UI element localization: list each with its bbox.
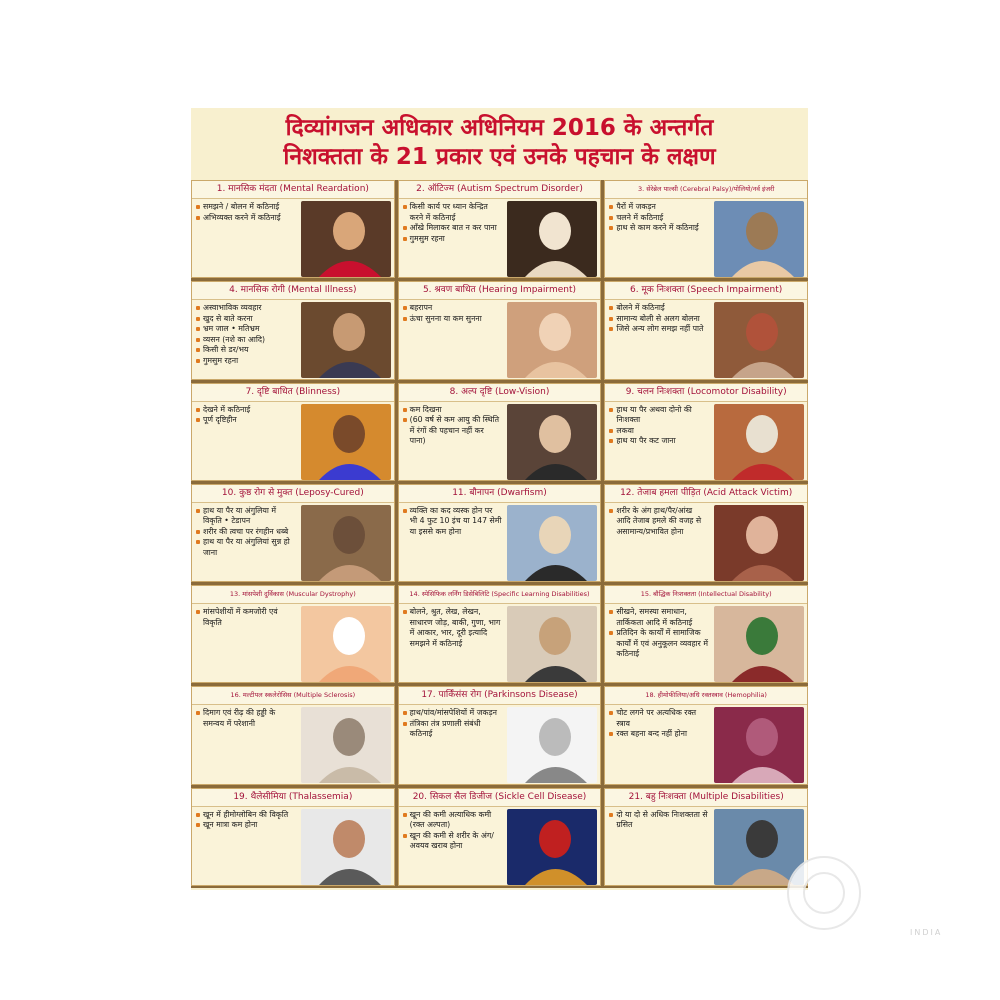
symptom-item: हाथ से काम करने में कठिनाई xyxy=(608,223,708,234)
symptom-item: खून मात्रा कम होना xyxy=(195,820,295,831)
symptom-item: अभिव्यक्त करने में कठिनाई xyxy=(195,213,295,224)
disability-card xyxy=(191,383,395,481)
card-photo xyxy=(507,404,597,480)
symptom-list xyxy=(402,506,502,538)
disability-card xyxy=(604,281,808,379)
symptom-item: किसी कार्य पर ध्यान केन्द्रित करने में कठिनाई xyxy=(402,202,502,223)
disability-card xyxy=(398,180,602,278)
symptom-list xyxy=(195,405,295,426)
disability-card xyxy=(398,686,602,784)
card-heading: 3. सेरेब्रेल पाल्सी (Cerebral Palsy)/पोलियो/नर्व इंजरी xyxy=(605,181,807,199)
card-photo xyxy=(507,707,597,783)
disability-card xyxy=(604,686,808,784)
card-photo xyxy=(301,201,391,277)
symptom-item: मांसपेशीयों में कमजोरी एवं विकृति xyxy=(195,607,295,628)
disability-card xyxy=(604,180,808,278)
olx-watermark xyxy=(782,848,972,948)
symptom-list xyxy=(195,202,295,223)
card-heading: 14. स्पेसिफिक लर्निंग डिसेबिलिटि (Specific Learning Disabilities) xyxy=(399,586,601,604)
symptom-list xyxy=(608,202,708,234)
symptom-item: (60 वर्ष से कम आयु की स्थिति में रंगों की पहचान नहीं कर पाना) xyxy=(402,415,502,447)
card-photo xyxy=(301,707,391,783)
card-photo xyxy=(301,302,391,378)
disability-card xyxy=(191,788,395,886)
card-heading: 20. सिकल सैल डिजीज (Sickle Cell Disease) xyxy=(399,789,601,807)
card-photo xyxy=(507,201,597,277)
card-heading: 7. दृष्टि बाधित (Blinness) xyxy=(192,384,394,402)
symptom-item: पूर्ण दृष्टिहीन xyxy=(195,415,295,426)
disability-card xyxy=(398,484,602,582)
symptom-list xyxy=(608,810,708,831)
symptom-item: शरीर के अंग हाथ/पैर/आंख आदि तेजाब हमले की वजह से असामान्य/प्रभावित होना xyxy=(608,506,708,538)
poster xyxy=(191,108,808,890)
card-heading: 4. मानसिक रोगी (Mental Illness) xyxy=(192,282,394,300)
symptom-item: गुमसुम रहना xyxy=(195,356,295,367)
symptom-item: सीखने, समस्या समाधान, तार्किकता आदि में कठिनाई xyxy=(608,607,708,628)
card-heading: 19. थैलेसीमिया (Thalassemia) xyxy=(192,789,394,807)
card-photo xyxy=(507,505,597,581)
symptom-list xyxy=(608,405,708,447)
symptom-item: खून की कमी से शरीर के अंग/अवयव खराब होना xyxy=(402,831,502,852)
symptom-item: खून में हीमोग्लोबिन की विकृति xyxy=(195,810,295,821)
card-heading: 13. मांसपेशी दुर्विकास (Muscular Dystrophy) xyxy=(192,586,394,604)
card-heading: 16. मल्टीपल स्कलेरोसिस (Multiple Sclerosis) xyxy=(192,687,394,705)
symptom-list xyxy=(608,607,708,660)
symptom-list xyxy=(402,405,502,447)
disability-card xyxy=(191,281,395,379)
symptom-item: व्यसन (नशे का आदि) xyxy=(195,335,295,346)
symptom-item: चोट लगने पर अत्यधिक रक्त स्त्राव xyxy=(608,708,708,729)
symptom-item: कम दिखना xyxy=(402,405,502,416)
symptom-item: चलने में कठिनाई xyxy=(608,213,708,224)
symptom-item: हाथ या पैर अथवा दोनो की निःशक्ता xyxy=(608,405,708,426)
card-photo xyxy=(714,707,804,783)
card-heading: 12. तेजाब हमला पीड़ित (Acid Attack Victim) xyxy=(605,485,807,503)
symptom-item: शरीर की त्वचा पर रंगहीन धब्बे xyxy=(195,527,295,538)
card-heading: 6. मूक निःशक्ता (Speech Impairment) xyxy=(605,282,807,300)
disability-card xyxy=(398,383,602,481)
card-heading: 9. चलन निःशक्ता (Locomotor Disability) xyxy=(605,384,807,402)
card-heading: 15. बौद्धिक निःशक्तता (Intellectual Disability) xyxy=(605,586,807,604)
card-heading: 17. पार्किंसंस रोग (Parkinsons Disease) xyxy=(399,687,601,705)
symptom-item: दो या दो से अधिक निःशक्तता से ग्रसित xyxy=(608,810,708,831)
title-line-2: निशक्तता के 21 प्रकार एवं उनके पहचान के लक्षण xyxy=(283,144,716,170)
symptom-item: हाथ या पैर कट जाना xyxy=(608,436,708,447)
disability-grid xyxy=(191,180,808,888)
symptom-item: पैरों में जकड़न xyxy=(608,202,708,213)
symptom-item: भ्रम जाल • मतिभ्रम xyxy=(195,324,295,335)
title-line-1: दिव्यांगजन अधिकार अधिनियम 2016 के अन्तर्गत xyxy=(285,115,714,141)
symptom-item: सामान्य बोली से अलग बोलना xyxy=(608,314,708,325)
symptom-list xyxy=(608,506,708,538)
disability-card xyxy=(191,180,395,278)
card-photo xyxy=(714,201,804,277)
disability-card xyxy=(604,585,808,683)
card-heading: 21. बहु निःशक्ता (Multiple Disabilities) xyxy=(605,789,807,807)
card-heading: 8. अल्प दृष्टि (Low-Vision) xyxy=(399,384,601,402)
symptom-list xyxy=(195,708,295,729)
symptom-list xyxy=(402,303,502,324)
symptom-item: हाथ या पैर या अंगुलिया में विकृति • टेडापन xyxy=(195,506,295,527)
disability-card xyxy=(604,484,808,582)
disability-card xyxy=(398,585,602,683)
disability-card xyxy=(604,383,808,481)
symptom-list xyxy=(195,810,295,831)
symptom-item: प्रतिदिन के कार्यों में सामाजिक कार्यों में एवं अनुकूलन व्यवहार में कठिनाई xyxy=(608,628,708,660)
card-heading: 5. श्रवण बाधित (Hearing Impairment) xyxy=(399,282,601,300)
card-photo xyxy=(714,606,804,682)
card-photo xyxy=(301,606,391,682)
symptom-item: हाथ/पांव/मांसपेशियों में जकड़न xyxy=(402,708,502,719)
card-photo xyxy=(714,505,804,581)
card-heading: 1. मानसिक मंदता (Mental Reardation) xyxy=(192,181,394,199)
card-heading: 18. हीमोफीलिया/अधि रक्तस्त्राव (Hemophilia) xyxy=(605,687,807,705)
symptom-item: आँखे मिलाकर बात न कर पाना xyxy=(402,223,502,234)
card-photo xyxy=(507,809,597,885)
symptom-list xyxy=(608,303,708,335)
symptom-item: ऊंचा सुनना या कम सुनना xyxy=(402,314,502,325)
symptom-item: देखने में कठिनाई xyxy=(195,405,295,416)
symptom-item: बहरापन xyxy=(402,303,502,314)
symptom-list xyxy=(402,708,502,740)
symptom-item: बोलने, श्रुत, लेख, लेखन, साधारण जोड़, बाकी, गुणा, भाग में आकार, भार, दूरी इत्यादि समझने में कठिनाई xyxy=(402,607,502,649)
symptom-item: खुद से बाते करना xyxy=(195,314,295,325)
symptom-item: रक्त बहना बन्द नहीं होना xyxy=(608,729,708,740)
card-heading: 2. ऑटिज्म (Autism Spectrum Disorder) xyxy=(399,181,601,199)
disability-card xyxy=(604,788,808,886)
card-heading: 11. बौनापन (Dwarfism) xyxy=(399,485,601,503)
card-photo xyxy=(301,809,391,885)
poster-title xyxy=(191,114,808,172)
symptom-item: दिमाग एवं रीढ़ की हड्डी के समन्वय में परेशानी xyxy=(195,708,295,729)
card-photo xyxy=(301,505,391,581)
card-photo xyxy=(301,404,391,480)
disability-card xyxy=(191,484,395,582)
symptom-list xyxy=(402,202,502,244)
symptom-item: अस्वाभाविक व्यवहार xyxy=(195,303,295,314)
symptom-list xyxy=(402,810,502,852)
disability-card xyxy=(398,281,602,379)
symptom-list xyxy=(402,607,502,649)
symptom-item: लकवा xyxy=(608,426,708,437)
symptom-item: जिसे अन्य लोग समझ नहीं पाते xyxy=(608,324,708,335)
symptom-item: समझने / बोलन में कठिनाई xyxy=(195,202,295,213)
disability-card xyxy=(398,788,602,886)
card-photo xyxy=(714,302,804,378)
symptom-item: किसी से डर/भय xyxy=(195,345,295,356)
disability-card xyxy=(191,686,395,784)
symptom-item: खून की कमी अत्याधिक कमी (रक्त अल्पता) xyxy=(402,810,502,831)
symptom-list xyxy=(195,506,295,559)
card-photo xyxy=(507,606,597,682)
symptom-item: तंत्रिका तंत्र प्रणाली संबंधी कठिनाई xyxy=(402,719,502,740)
card-photo xyxy=(507,302,597,378)
card-photo xyxy=(714,404,804,480)
symptom-list xyxy=(195,303,295,366)
disability-card xyxy=(191,585,395,683)
symptom-item: हाथ या पैर या अंगुलियां सुन्न हो जाना xyxy=(195,537,295,558)
symptom-list xyxy=(195,607,295,628)
symptom-list xyxy=(608,708,708,740)
card-heading: 10. कुष्ठ रोग से मुक्त (Leposy-Cured) xyxy=(192,485,394,503)
olx-sub: INDIA xyxy=(910,928,943,937)
symptom-item: व्यक्ति का कद व्यस्क होन पर भी 4 फुट 10 इंच या 147 सेमी या इससे कम होना xyxy=(402,506,502,538)
symptom-item: बोलने में कठिनाई xyxy=(608,303,708,314)
symptom-item: गुमसुम रहना xyxy=(402,234,502,245)
